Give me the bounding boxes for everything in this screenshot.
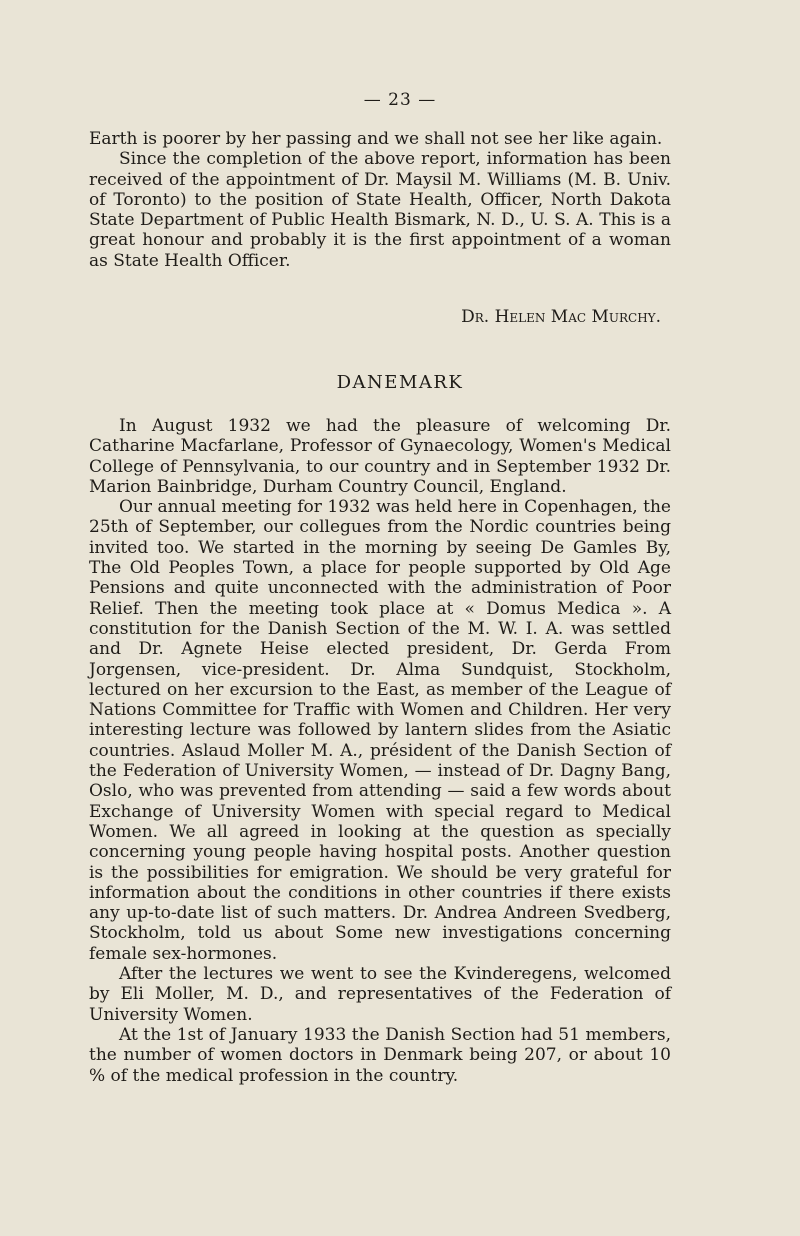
- intro-text: [89, 129, 671, 271]
- paragraph-closing: Earth is poorer by her passing and we shall not see her like again.: [89, 129, 663, 149]
- paragraph-appointment: Since the completion of the above report, information has been received of the appointment of Dr. Maysil M. Williams (M. B. Univ. of Toronto) to the position of State Health, Officer, North Dakota State Department of Public Health Bismark, N. D., U. S. A. This is a great honour and probably it is the first appointment of a woman as State Health Officer.: [89, 149, 671, 271]
- section-heading: DANEMARK: [336, 372, 464, 393]
- paragraph-annual-meeting: Our annual meeting for 1932 was held here in Copenhagen, the 25th of September, our collegues from the Nordic countries being invited too. We started in the morning by seeing De Gamles By, The Old Peoples Town, a place for people supported by Old Age Pensions and quite unconnected with the administration of Poor Relief. Then the meeting took place at « Domus Medica ». A constitution for the Danish Section of the M. W. I. A. was settled and Dr. Agnete Heise elected president, Dr. Gerda From Jorgensen, vice-president. Dr. Alma Sundquist, Stockholm, lectured on her excursion to the East, as member of the League of Nations Committee for Traffic with Women and Children. Her very interesting lecture was followed by lantern slides from the Asiatic countries. Aslaud Moller M. A., président of the Danish Section of the Federation of University Women, — instead of Dr. Dagny Bang, Oslo, who was prevented from attending — said a few words about Exchange of University Women with special regard to Medical Women. We all agreed in looking at the question as specially concerning young people having hospital posts. Another question is the possibilities for emigration. We should be very grateful for information about the conditions in other countries if there exists any up-to-date list of such matters. Dr. Andrea Andreen Svedberg, Stockholm, told us about Some new investigations concerning female sex-hormones.: [89, 497, 671, 964]
- page-number: — 23 —: [363, 90, 437, 110]
- paragraph-visitors: In August 1932 we had the pleasure of welcoming Dr. Catharine Macfarlane, Professor of Gynaecology, Women's Medical College of Pennsylvania, to our country and in September 1932 Dr. Marion Bainbridge, Durham Country Council, England.: [89, 416, 671, 497]
- signature: Dr. Helen Mac Murchy.: [461, 307, 661, 327]
- paragraph-kvinderegens: After the lectures we went to see the Kvinderegens, welcomed by Eli Moller, M. D., and representatives of the Federation of University Women.: [89, 964, 671, 1025]
- paragraph-membership: At the 1st of January 1933 the Danish Section had 51 members, the number of women doctors in Denmark being 207, or about 10 % of the medical profession in the country.: [89, 1024, 671, 1086]
- danemark-text: [89, 416, 671, 1086]
